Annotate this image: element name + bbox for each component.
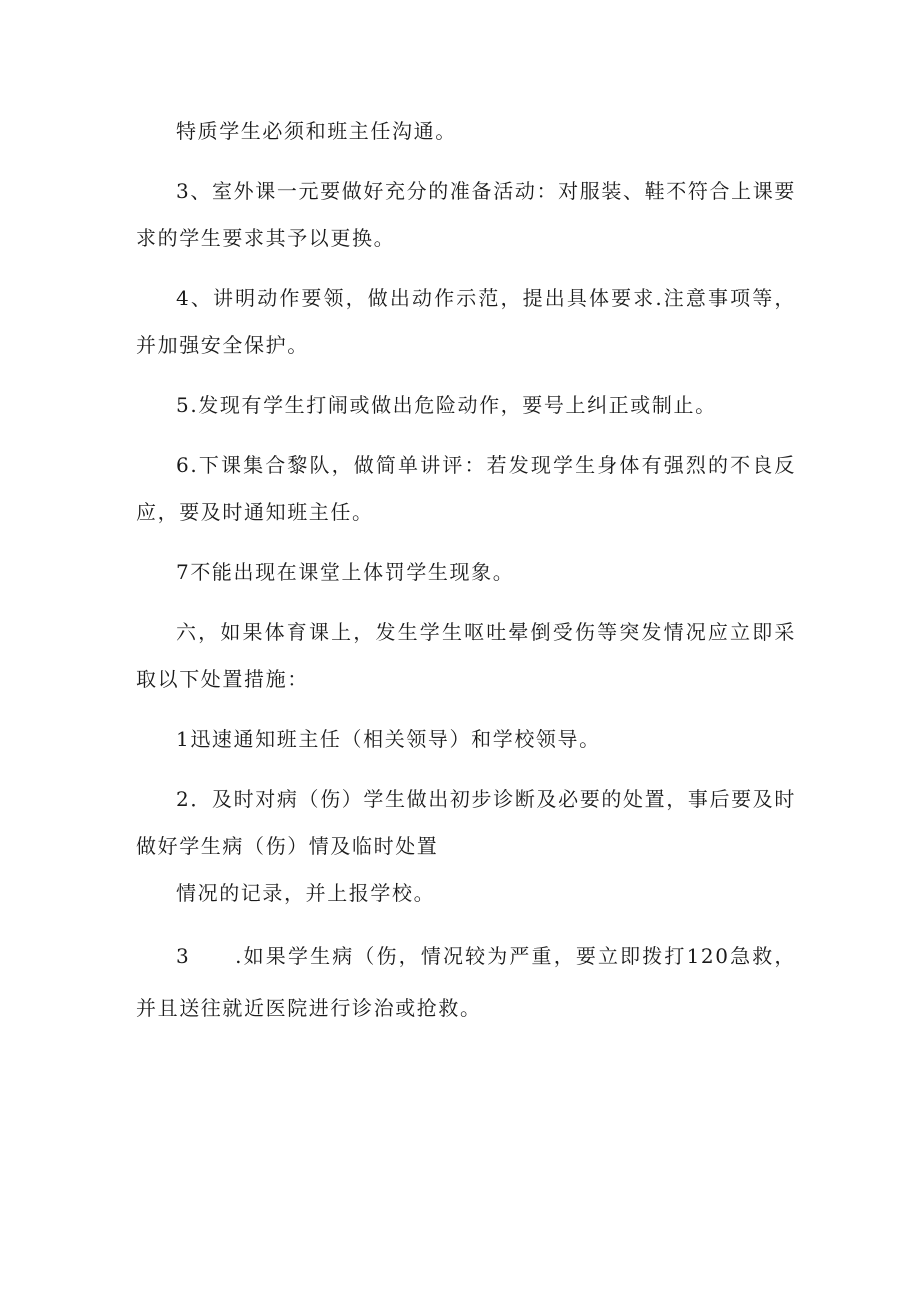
document-body <box>136 108 796 1047</box>
paragraph-11: 3 .如果学生病（伤，情况较为严重，要立即拨打120急救，并且送往就近医院进行诊治或抢救。 <box>136 944 796 1020</box>
paragraph-5: 6.下课集合黎队，做简单讲评：若发现学生身体有强烈的不良反应，要及时通知班主任。 <box>136 453 796 524</box>
paragraph-3: 4、讲明动作要领，做出动作示范，提出具体要求.注意事项等，并加强安全保护。 <box>136 286 796 357</box>
paragraph-2: 3、室外课一元要做好充分的准备活动：对服装、鞋不符合上课要求的学生要求其予以更换。 <box>136 179 796 250</box>
paragraph-9: 2．及时对病（伤）学生做出初步诊断及必要的处置，事后要及时做好学生病（伤）情及临时处置 <box>136 787 796 858</box>
paragraph-4: 5.发现有学生打闹或做出危险动作，要号上纠正或制止。 <box>176 393 717 417</box>
paragraph-7: 六，如果体育课上，发生学生呕吐晕倒受伤等突发情况应立即采取以下处置措施： <box>136 620 796 691</box>
paragraph-10: 情况的记录，并上报学校。 <box>176 881 436 905</box>
paragraph-6: 7不能出现在课堂上体罚学生现象。 <box>176 560 515 584</box>
paragraph-8: 1迅速通知班主任（相关领导）和学校领导。 <box>176 727 601 751</box>
paragraph-1: 特质学生必须和班主任沟通。 <box>176 119 457 143</box>
